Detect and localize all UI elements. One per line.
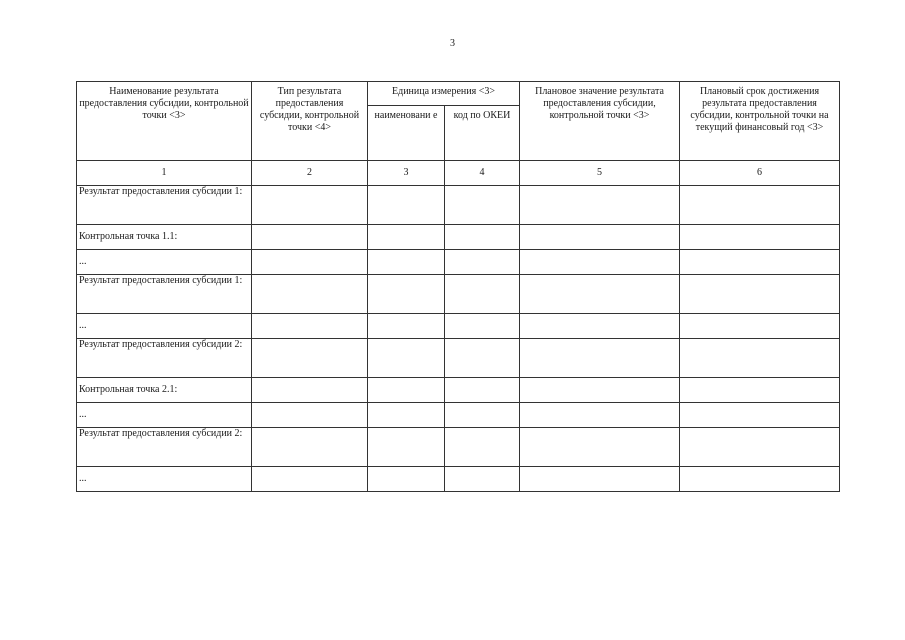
table-cell — [680, 467, 840, 492]
header-row-1 — [77, 82, 840, 106]
table-cell — [520, 250, 680, 275]
row-name: Результат предоставления субсидии 1: — [77, 186, 252, 225]
table-header — [77, 82, 840, 161]
column-number-row — [77, 161, 840, 186]
table-cell — [520, 403, 680, 428]
table-cell — [445, 225, 520, 250]
table-cell — [368, 428, 445, 467]
table-cell — [445, 314, 520, 339]
table-cell — [368, 250, 445, 275]
table-cell — [520, 275, 680, 314]
table-cell — [445, 403, 520, 428]
column-number: 6 — [680, 161, 840, 186]
table-cell — [368, 275, 445, 314]
table-cell — [680, 378, 840, 403]
row-name: ... — [77, 314, 252, 339]
table-cell — [368, 339, 445, 378]
table-cell — [445, 339, 520, 378]
column-number: 1 — [77, 161, 252, 186]
table-cell — [252, 275, 368, 314]
row-name: Контрольная точка 1.1: — [77, 225, 252, 250]
table-cell — [680, 275, 840, 314]
table-cell — [680, 339, 840, 378]
table-row — [77, 428, 840, 467]
table-cell — [368, 186, 445, 225]
table-cell — [368, 314, 445, 339]
table-row — [77, 225, 840, 250]
table-row — [77, 403, 840, 428]
table-cell — [252, 339, 368, 378]
row-name: ... — [77, 403, 252, 428]
table-cell — [445, 378, 520, 403]
table-row — [77, 314, 840, 339]
page-number: 3 — [450, 38, 455, 49]
column-number: 3 — [368, 161, 445, 186]
table-cell — [252, 250, 368, 275]
table-cell — [520, 225, 680, 250]
row-name: ... — [77, 467, 252, 492]
header-okei-code: код по ОКЕИ — [445, 106, 520, 161]
column-number: 2 — [252, 161, 368, 186]
header-result-type: Тип результата предоставления субсидии, контрольной точки <4> — [252, 82, 368, 161]
table-cell — [252, 378, 368, 403]
table-cell — [252, 186, 368, 225]
table-cell — [252, 467, 368, 492]
table-cell — [520, 186, 680, 225]
table-cell — [252, 225, 368, 250]
table-cell — [252, 403, 368, 428]
table-cell — [445, 467, 520, 492]
row-name: Результат предоставления субсидии 2: — [77, 339, 252, 378]
table-cell — [520, 467, 680, 492]
table-cell — [680, 314, 840, 339]
column-number: 4 — [445, 161, 520, 186]
table-cell — [520, 339, 680, 378]
table-row — [77, 275, 840, 314]
table-cell — [680, 250, 840, 275]
column-number: 5 — [520, 161, 680, 186]
table-cell — [680, 186, 840, 225]
table-row — [77, 467, 840, 492]
table-cell — [252, 314, 368, 339]
table-cell — [445, 186, 520, 225]
table-cell — [680, 403, 840, 428]
results-table — [76, 81, 840, 492]
row-name: ... — [77, 250, 252, 275]
table-cell — [680, 428, 840, 467]
table-cell — [445, 428, 520, 467]
header-unit-group: Единица измерения <3> — [368, 82, 520, 106]
table-cell — [520, 378, 680, 403]
table-cell — [252, 428, 368, 467]
table-row — [77, 339, 840, 378]
table-row — [77, 378, 840, 403]
table-body — [77, 161, 840, 492]
header-planned-deadline: Плановый срок достижения результата предоставления субсидии, контрольной точки на текущий финансовый год <3> — [680, 82, 840, 161]
row-name: Результат предоставления субсидии 2: — [77, 428, 252, 467]
table-cell — [368, 403, 445, 428]
table-cell — [520, 314, 680, 339]
header-unit-name: наименовани е — [368, 106, 445, 161]
table-row — [77, 186, 840, 225]
table-cell — [445, 250, 520, 275]
table-cell — [368, 378, 445, 403]
table-cell — [445, 275, 520, 314]
table-cell — [368, 467, 445, 492]
header-planned-value: Плановое значение результата предоставления субсидии, контрольной точки <3> — [520, 82, 680, 161]
table-cell — [680, 225, 840, 250]
header-result-name: Наименование результата предоставления субсидии, контрольной точки <3> — [77, 82, 252, 161]
table-row — [77, 250, 840, 275]
table-cell — [520, 428, 680, 467]
row-name: Контрольная точка 2.1: — [77, 378, 252, 403]
row-name: Результат предоставления субсидии 1: — [77, 275, 252, 314]
table-cell — [368, 225, 445, 250]
